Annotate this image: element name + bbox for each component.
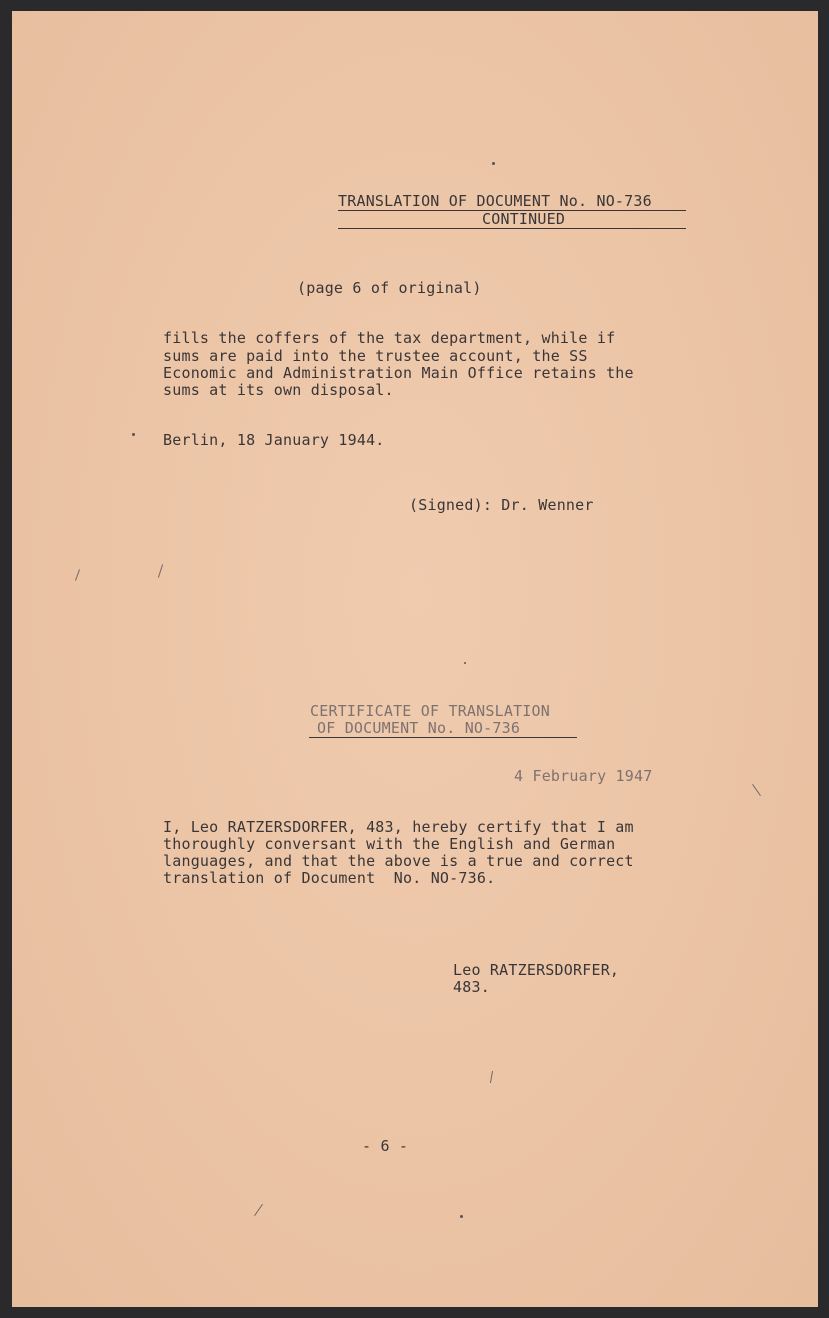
paper-speck bbox=[132, 433, 135, 436]
continued-underline bbox=[338, 228, 686, 229]
certificate-line: thoroughly conversant with the English and German bbox=[163, 835, 616, 853]
paper-scratch bbox=[490, 1071, 493, 1083]
page-number: - 6 - bbox=[362, 1137, 409, 1155]
certificate-subtitle: OF DOCUMENT No. NO-736 bbox=[317, 719, 521, 737]
paper-scratch bbox=[752, 784, 761, 796]
certificate-date: 4 February 1947 bbox=[514, 767, 653, 785]
paper-speck bbox=[492, 162, 495, 165]
certificate-title: CERTIFICATE OF TRANSLATION bbox=[310, 702, 550, 720]
certificate-line: translation of Document No. NO-736. bbox=[163, 869, 496, 887]
paper-speck bbox=[464, 662, 466, 664]
signed-line: (Signed): Dr. Wenner bbox=[409, 496, 594, 514]
body-line: sums at its own disposal. bbox=[163, 381, 394, 399]
body-line: Economic and Administration Main Office retains the bbox=[163, 364, 634, 382]
translator-number: 483. bbox=[453, 978, 490, 996]
paper-scratch bbox=[75, 569, 80, 581]
paper-scratch bbox=[158, 564, 163, 578]
paper-speck bbox=[460, 1215, 463, 1218]
document-continued: CONTINUED bbox=[482, 210, 566, 228]
body-line: fills the coffers of the tax department, while if bbox=[163, 329, 616, 347]
document-page bbox=[12, 11, 818, 1307]
place-date: Berlin, 18 January 1944. bbox=[163, 431, 385, 449]
page-note: (page 6 of original) bbox=[297, 279, 482, 297]
document-title: TRANSLATION OF DOCUMENT No. NO-736 bbox=[338, 192, 652, 210]
paper-scratch bbox=[254, 1204, 263, 1216]
certificate-line: languages, and that the above is a true and correct bbox=[163, 852, 634, 870]
body-line: sums are paid into the trustee account, the SS bbox=[163, 347, 588, 365]
translator-name: Leo RATZERSDORFER, bbox=[453, 961, 620, 979]
certificate-underline bbox=[309, 737, 577, 738]
certificate-line: I, Leo RATZERSDORFER, 483, hereby certify that I am bbox=[163, 818, 634, 836]
